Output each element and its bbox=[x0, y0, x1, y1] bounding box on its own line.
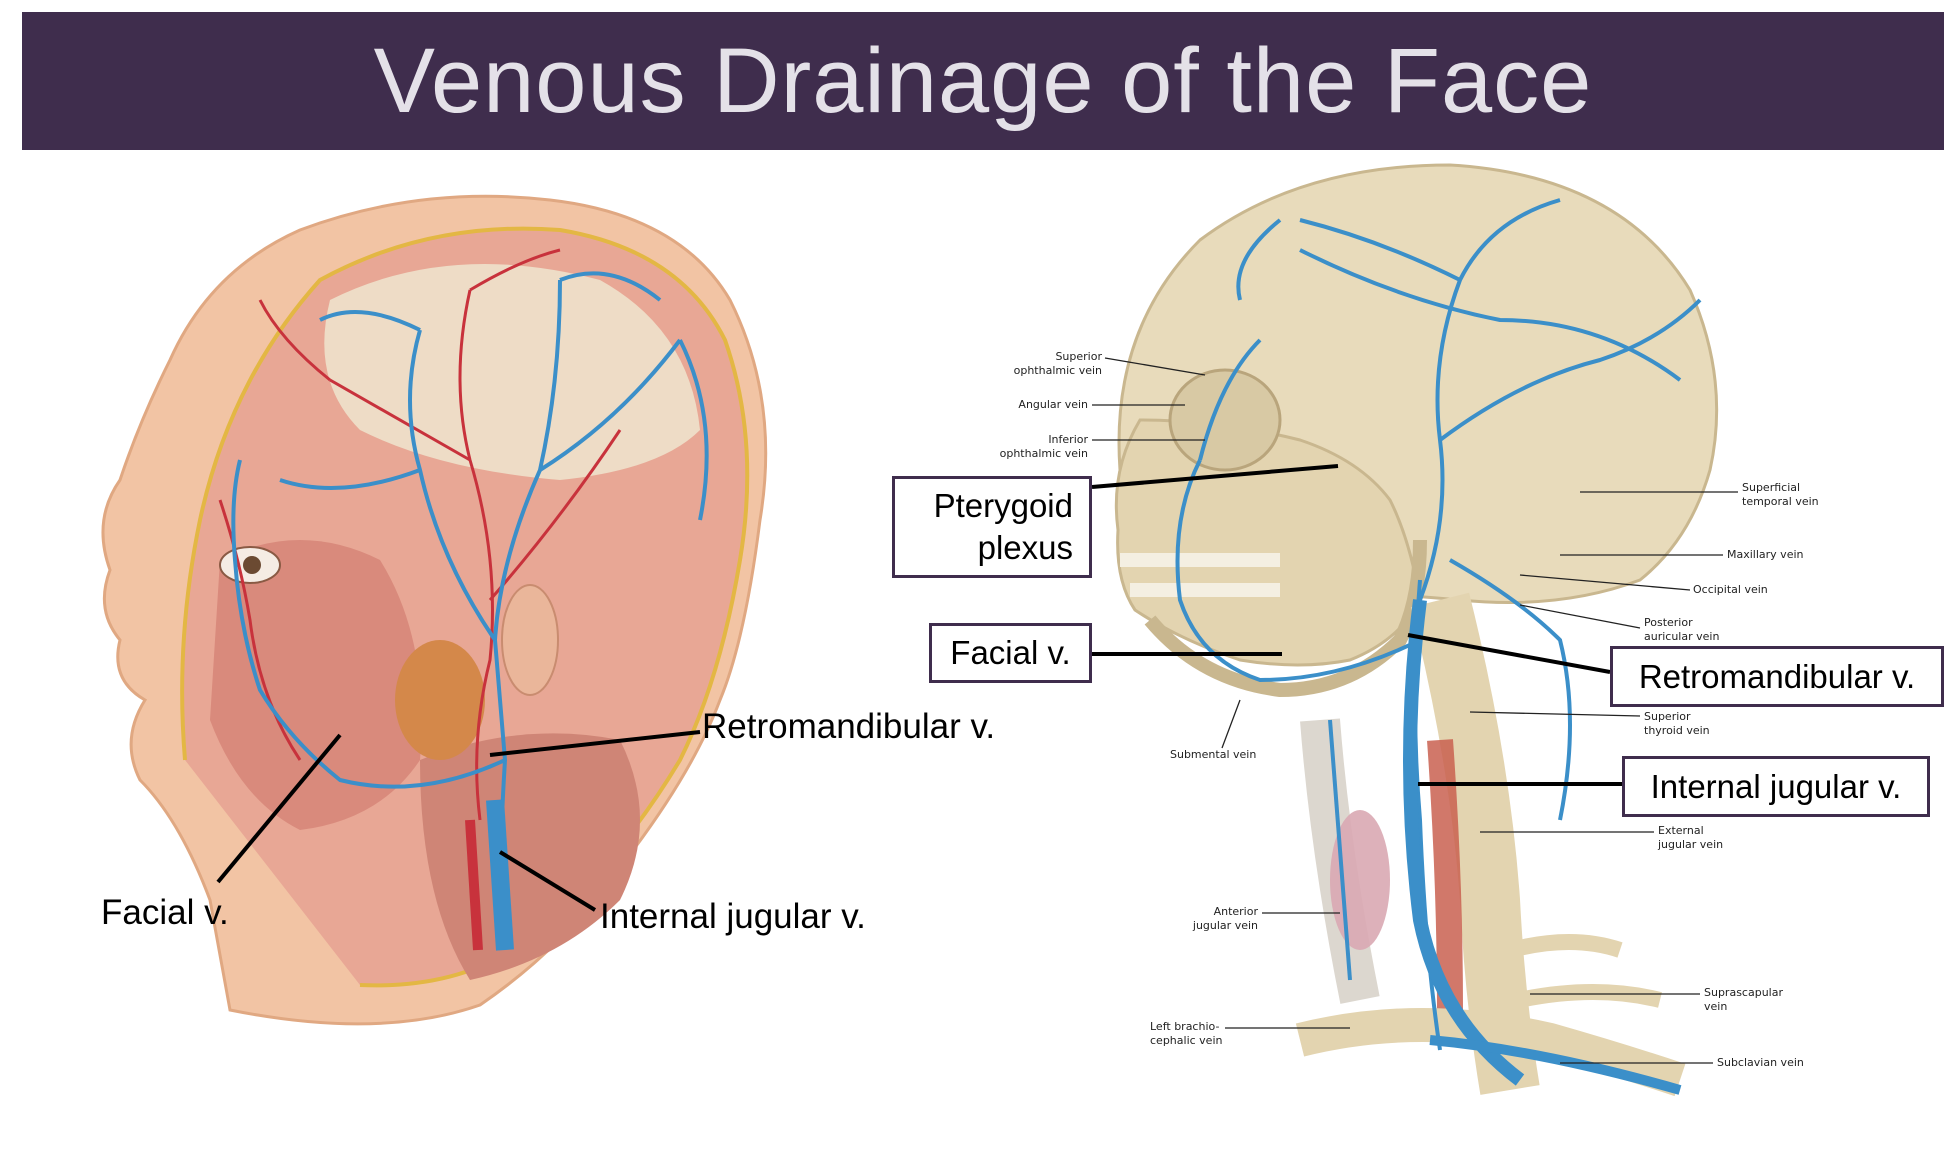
small-label-angular: Angular vein bbox=[1018, 398, 1088, 411]
small-label-posterior-auricular: Posterior auricular vein bbox=[1644, 616, 1720, 643]
small-label-superior-ophthalmic: Superior ophthalmic vein bbox=[1013, 350, 1102, 377]
box-internal-jugular-right bbox=[1622, 756, 1930, 817]
small-label-anterior-jugular: Anterior jugular vein bbox=[1192, 905, 1258, 932]
small-label-submental: Submental vein bbox=[1170, 748, 1257, 761]
label-internal-jugular-right: Internal jugular v. bbox=[1650, 767, 1902, 805]
label-internal-jugular-left: Internal jugular v. bbox=[600, 897, 866, 936]
label-pterygoid-line2: plexus bbox=[977, 529, 1073, 566]
box-facial-right bbox=[929, 623, 1092, 683]
small-label-inferior-ophthalmic: Inferior ophthalmic vein bbox=[999, 433, 1088, 460]
small-label-superior-thyroid: Superior thyroid vein bbox=[1644, 710, 1710, 737]
box-retromandibular-right bbox=[1610, 646, 1944, 707]
small-label-subclavian: Subclavian vein bbox=[1717, 1056, 1804, 1069]
ear bbox=[502, 585, 558, 695]
label-facial-left: Facial v. bbox=[101, 893, 229, 932]
label-pterygoid-line1: Pterygoid bbox=[933, 487, 1073, 524]
small-label-superficial-temporal: Superficial temporal vein bbox=[1742, 481, 1819, 508]
small-label-external-jugular: External jugular vein bbox=[1658, 824, 1724, 851]
page-title: Venous Drainage of the Face bbox=[373, 29, 1593, 132]
orbit bbox=[1170, 370, 1280, 470]
internal-jugular-vessel bbox=[495, 800, 505, 950]
label-facial-right: Facial v. bbox=[950, 634, 1071, 671]
label-retromandibular-right: Retromandibular v. bbox=[1638, 657, 1916, 695]
parotid-gland bbox=[395, 640, 485, 760]
right-skull-illustration bbox=[1116, 165, 1716, 1090]
small-label-occipital: Occipital vein bbox=[1693, 583, 1768, 596]
small-label-left-brachiocephalic: Left brachio- cephalic vein bbox=[1150, 1020, 1223, 1047]
small-label-suprascapular: Suprascapular vein bbox=[1704, 986, 1783, 1013]
iris bbox=[243, 556, 261, 574]
box-pterygoid-plexus bbox=[892, 476, 1092, 578]
small-label-maxillary: Maxillary vein bbox=[1727, 548, 1804, 561]
label-retromandibular-left: Retromandibular v. bbox=[702, 707, 996, 746]
neck-muscles bbox=[420, 733, 640, 980]
